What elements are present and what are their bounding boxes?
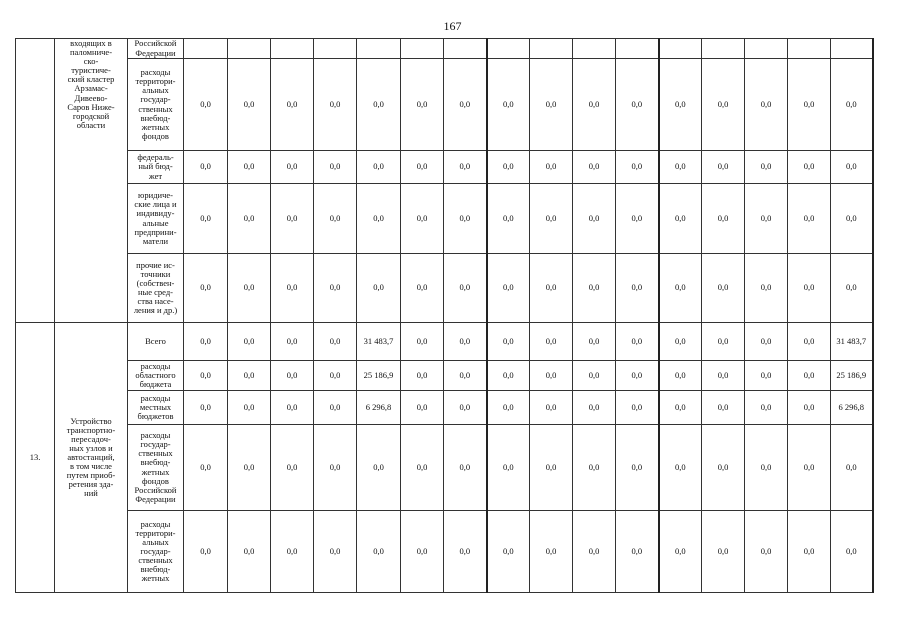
text-line: жетных [141, 466, 170, 477]
value-cell: 0,0 [444, 511, 487, 593]
value-cell: 0,0 [271, 59, 314, 151]
value-cell: 0,0 [444, 391, 487, 425]
text-line: (собствен- [136, 277, 175, 288]
text-line: фондов [142, 130, 169, 141]
value-cell [444, 39, 487, 59]
text-line: расходы [140, 360, 171, 371]
value-cell: 0,0 [357, 59, 401, 151]
value-cell: 0,0 [228, 511, 271, 593]
table-row [16, 151, 873, 184]
value-cell: 0,0 [228, 184, 271, 254]
value-cell: 0,0 [616, 184, 659, 254]
value-cell: 0,0 [487, 361, 530, 391]
value-cell: 0,0 [616, 254, 659, 323]
value-cell [573, 39, 616, 59]
value-cell: 31 483,7 [831, 323, 873, 361]
text-line: ления и др.) [133, 305, 178, 316]
value-cell: 0,0 [530, 323, 573, 361]
value-cell: 0,0 [444, 254, 487, 323]
value-cell [314, 39, 357, 59]
value-cell: 0,0 [487, 151, 530, 184]
text-line: точники [140, 268, 171, 279]
text-line: расходы [140, 430, 171, 441]
funding-source [128, 391, 184, 425]
value-cell: 0,0 [573, 425, 616, 511]
text-line: матели [142, 235, 169, 246]
text-line: внебюд- [140, 564, 171, 575]
text-line: входящих в [70, 38, 112, 48]
text-line: ственных [138, 103, 173, 114]
value-cell [357, 39, 401, 59]
table-row [16, 59, 873, 151]
value-cell: 0,0 [271, 425, 314, 511]
text-line: альных [142, 85, 169, 96]
value-cell: 0,0 [702, 391, 745, 425]
value-cell: 0,0 [314, 59, 357, 151]
value-cell [616, 39, 659, 59]
text-line: территори- [135, 76, 176, 87]
funding-source [128, 425, 184, 511]
text-line: бюджетов [137, 411, 174, 422]
table-body [16, 39, 873, 593]
value-cell: 0,0 [616, 323, 659, 361]
text-line: расходы [140, 392, 171, 403]
text-line: Дивеево- [74, 92, 108, 103]
text-line: прочие ис- [136, 259, 175, 270]
value-cell: 0,0 [745, 425, 788, 511]
value-cell: 0,0 [573, 511, 616, 593]
value-cell: 0,0 [788, 425, 831, 511]
value-cell: 0,0 [444, 59, 487, 151]
value-cell: 0,0 [401, 425, 444, 511]
value-cell: 0,0 [184, 184, 228, 254]
value-cell [659, 39, 702, 59]
value-cell: 0,0 [573, 254, 616, 323]
text-line: жетных [141, 121, 170, 132]
text-line: Саров Ниже- [67, 101, 115, 112]
text-line: ские лица и [134, 199, 177, 210]
value-cell: 0,0 [314, 323, 357, 361]
value-cell: 0,0 [401, 323, 444, 361]
text-line: расходы [140, 518, 171, 529]
value-cell: 0,0 [788, 511, 831, 593]
value-cell: 0,0 [788, 151, 831, 184]
value-cell: 0,0 [184, 151, 228, 184]
value-cell: 0,0 [530, 151, 573, 184]
value-cell [487, 39, 530, 59]
value-cell: 0,0 [702, 323, 745, 361]
budget-table [15, 38, 874, 593]
value-cell: 0,0 [831, 425, 873, 511]
value-cell: 0,0 [573, 391, 616, 425]
value-cell: 0,0 [616, 391, 659, 425]
text-line: Всего [145, 335, 166, 346]
value-cell: 0,0 [487, 511, 530, 593]
value-cell: 0,0 [831, 254, 873, 323]
text-line: государ- [140, 545, 171, 556]
funding-source [128, 151, 184, 184]
value-cell: 0,0 [831, 151, 873, 184]
row-index: 13. [16, 323, 55, 593]
value-cell: 0,0 [831, 184, 873, 254]
object-name [55, 323, 128, 593]
value-cell: 0,0 [487, 425, 530, 511]
value-cell: 0,0 [745, 59, 788, 151]
text-line: Арзамас- [74, 83, 108, 94]
table-row [16, 361, 873, 391]
text-line: федераль- [137, 152, 174, 163]
text-line: Федерации [135, 493, 176, 504]
value-cell: 0,0 [487, 254, 530, 323]
value-cell [745, 39, 788, 59]
value-cell: 0,0 [530, 59, 573, 151]
value-cell: 6 296,8 [357, 391, 401, 425]
value-cell: 0,0 [314, 184, 357, 254]
value-cell: 0,0 [745, 361, 788, 391]
value-cell: 0,0 [788, 254, 831, 323]
value-cell [702, 39, 745, 59]
value-cell: 0,0 [788, 391, 831, 425]
value-cell: 0,0 [616, 59, 659, 151]
text-line: ский кластер [67, 74, 115, 85]
value-cell: 0,0 [314, 391, 357, 425]
text-line: ско- [83, 56, 99, 67]
text-line: территори- [135, 527, 176, 538]
value-cell: 0,0 [401, 184, 444, 254]
value-cell: 0,0 [487, 323, 530, 361]
value-cell: 0,0 [702, 254, 745, 323]
value-cell: 0,0 [530, 425, 573, 511]
text-line: ственных [138, 555, 173, 566]
text-line: ретения зда- [68, 479, 114, 490]
text-line: транспортно- [66, 424, 116, 435]
funding-source [128, 59, 184, 151]
value-cell: 0,0 [659, 254, 702, 323]
value-cell: 0,0 [314, 425, 357, 511]
text-line: юридиче- [138, 190, 173, 201]
value-cell: 0,0 [228, 323, 271, 361]
text-line: ных узлов и [69, 442, 113, 453]
value-cell: 0,0 [745, 151, 788, 184]
value-cell: 0,0 [444, 151, 487, 184]
value-cell: 0,0 [659, 151, 702, 184]
value-cell: 0,0 [271, 511, 314, 593]
value-cell: 0,0 [184, 59, 228, 151]
table-row [16, 425, 873, 511]
value-cell: 0,0 [271, 254, 314, 323]
value-cell: 0,0 [401, 254, 444, 323]
value-cell: 0,0 [487, 391, 530, 425]
text-line: альных [142, 536, 169, 547]
value-cell: 0,0 [616, 511, 659, 593]
value-cell: 0,0 [228, 254, 271, 323]
value-cell: 0,0 [659, 425, 702, 511]
text-line: государ- [140, 94, 171, 105]
value-cell: 0,0 [357, 184, 401, 254]
text-line: Российской [134, 484, 177, 495]
value-cell: 0,0 [573, 151, 616, 184]
value-cell: 31 483,7 [357, 323, 401, 361]
value-cell: 0,0 [530, 361, 573, 391]
text-line: ства насе- [137, 296, 174, 307]
funding-source [128, 254, 184, 323]
value-cell: 0,0 [831, 511, 873, 593]
value-cell: 0,0 [271, 184, 314, 254]
value-cell: 0,0 [487, 59, 530, 151]
funding-source [128, 511, 184, 593]
table-row [16, 39, 873, 59]
value-cell: 0,0 [831, 59, 873, 151]
value-cell: 0,0 [228, 425, 271, 511]
value-cell: 0,0 [573, 361, 616, 391]
text-line: ственных [138, 448, 173, 459]
text-line: автостанций, [67, 451, 115, 462]
value-cell: 0,0 [702, 425, 745, 511]
value-cell: 25 186,9 [357, 361, 401, 391]
text-line: индивиду- [136, 208, 175, 219]
value-cell: 0,0 [530, 511, 573, 593]
value-cell: 0,0 [745, 254, 788, 323]
value-cell: 0,0 [616, 151, 659, 184]
value-cell: 0,0 [271, 361, 314, 391]
value-cell: 0,0 [184, 511, 228, 593]
text-line: местных [139, 401, 172, 412]
value-cell: 0,0 [788, 361, 831, 391]
text-line: предприни- [134, 226, 177, 237]
value-cell: 0,0 [530, 254, 573, 323]
value-cell: 0,0 [314, 151, 357, 184]
value-cell: 0,0 [702, 184, 745, 254]
text-line: внебюд- [140, 112, 171, 123]
text-line: жетных [141, 573, 170, 584]
funding-source [128, 184, 184, 254]
table-row [16, 184, 873, 254]
value-cell: 0,0 [530, 184, 573, 254]
value-cell: 0,0 [314, 254, 357, 323]
value-cell: 0,0 [702, 59, 745, 151]
text-line: путем приоб- [66, 470, 116, 481]
value-cell: 0,0 [745, 323, 788, 361]
value-cell: 0,0 [702, 361, 745, 391]
value-cell: 0,0 [184, 425, 228, 511]
value-cell: 0,0 [357, 254, 401, 323]
text-line: ный бюд- [138, 161, 173, 172]
value-cell: 0,0 [357, 425, 401, 511]
value-cell: 0,0 [745, 391, 788, 425]
value-cell: 0,0 [401, 59, 444, 151]
value-cell: 0,0 [573, 184, 616, 254]
value-cell: 0,0 [616, 361, 659, 391]
funding-source [128, 323, 184, 361]
value-cell: 0,0 [487, 184, 530, 254]
value-cell: 0,0 [228, 151, 271, 184]
value-cell: 0,0 [745, 511, 788, 593]
value-cell: 0,0 [314, 511, 357, 593]
value-cell: 0,0 [573, 323, 616, 361]
table-row [16, 391, 873, 425]
value-cell: 0,0 [659, 59, 702, 151]
value-cell: 0,0 [184, 391, 228, 425]
value-cell: 0,0 [788, 184, 831, 254]
text-line: городской [72, 110, 110, 121]
value-cell: 0,0 [444, 425, 487, 511]
text-line: ний [84, 488, 98, 499]
value-cell: 0,0 [702, 511, 745, 593]
value-cell [271, 39, 314, 59]
text-line: ные сред- [138, 287, 173, 297]
value-cell: 0,0 [184, 254, 228, 323]
value-cell: 25 186,9 [831, 361, 873, 391]
value-cell [401, 39, 444, 59]
text-line: Устройство [70, 415, 112, 426]
table-row [16, 511, 873, 593]
value-cell: 0,0 [314, 361, 357, 391]
value-cell: 0,0 [444, 323, 487, 361]
value-cell [530, 39, 573, 59]
value-cell [184, 39, 228, 59]
text-line: туристиче- [71, 65, 111, 76]
value-cell: 0,0 [659, 391, 702, 425]
value-cell: 0,0 [702, 151, 745, 184]
object-name [55, 39, 128, 323]
page-number: 167 [443, 19, 462, 33]
funding-source [128, 361, 184, 391]
value-cell: 0,0 [357, 151, 401, 184]
value-cell: 0,0 [271, 391, 314, 425]
row-index [16, 39, 55, 323]
value-cell: 6 296,8 [831, 391, 873, 425]
text-line: Российской [134, 38, 177, 49]
value-cell: 0,0 [401, 151, 444, 184]
value-cell: 0,0 [184, 361, 228, 391]
value-cell [788, 39, 831, 59]
value-cell: 0,0 [573, 59, 616, 151]
value-cell: 0,0 [788, 323, 831, 361]
text-line: Федерации [135, 47, 176, 58]
value-cell: 0,0 [401, 361, 444, 391]
value-cell: 0,0 [616, 425, 659, 511]
value-cell: 0,0 [271, 151, 314, 184]
value-cell: 0,0 [271, 323, 314, 361]
value-cell: 0,0 [788, 59, 831, 151]
text-line: расходы [140, 67, 171, 78]
value-cell: 0,0 [401, 511, 444, 593]
value-cell: 0,0 [659, 511, 702, 593]
value-cell: 0,0 [659, 184, 702, 254]
text-line: внебюд- [140, 457, 171, 468]
value-cell: 0,0 [745, 184, 788, 254]
text-line: пересадоч- [71, 433, 111, 444]
value-cell: 0,0 [228, 361, 271, 391]
value-cell: 0,0 [184, 323, 228, 361]
value-cell: 0,0 [659, 361, 702, 391]
value-cell: 0,0 [228, 391, 271, 425]
text-line: в том числе [70, 461, 112, 472]
value-cell: 0,0 [228, 59, 271, 151]
value-cell: 0,0 [444, 361, 487, 391]
text-line: бюджета [139, 379, 172, 390]
table-row [16, 323, 873, 361]
text-line: паломниче- [69, 47, 113, 58]
table-row [16, 254, 873, 323]
text-line: областного [135, 369, 176, 380]
value-cell: 0,0 [401, 391, 444, 425]
value-cell [831, 39, 873, 59]
value-cell: 0,0 [530, 391, 573, 425]
text-line: альные [142, 217, 169, 228]
value-cell: 0,0 [444, 184, 487, 254]
text-line: области [76, 119, 106, 130]
text-line: жет [148, 170, 163, 181]
text-line: государ- [140, 439, 171, 450]
text-line: фондов [142, 475, 169, 486]
value-cell: 0,0 [659, 323, 702, 361]
value-cell: 0,0 [357, 511, 401, 593]
value-cell [228, 39, 271, 59]
funding-source [128, 39, 184, 59]
